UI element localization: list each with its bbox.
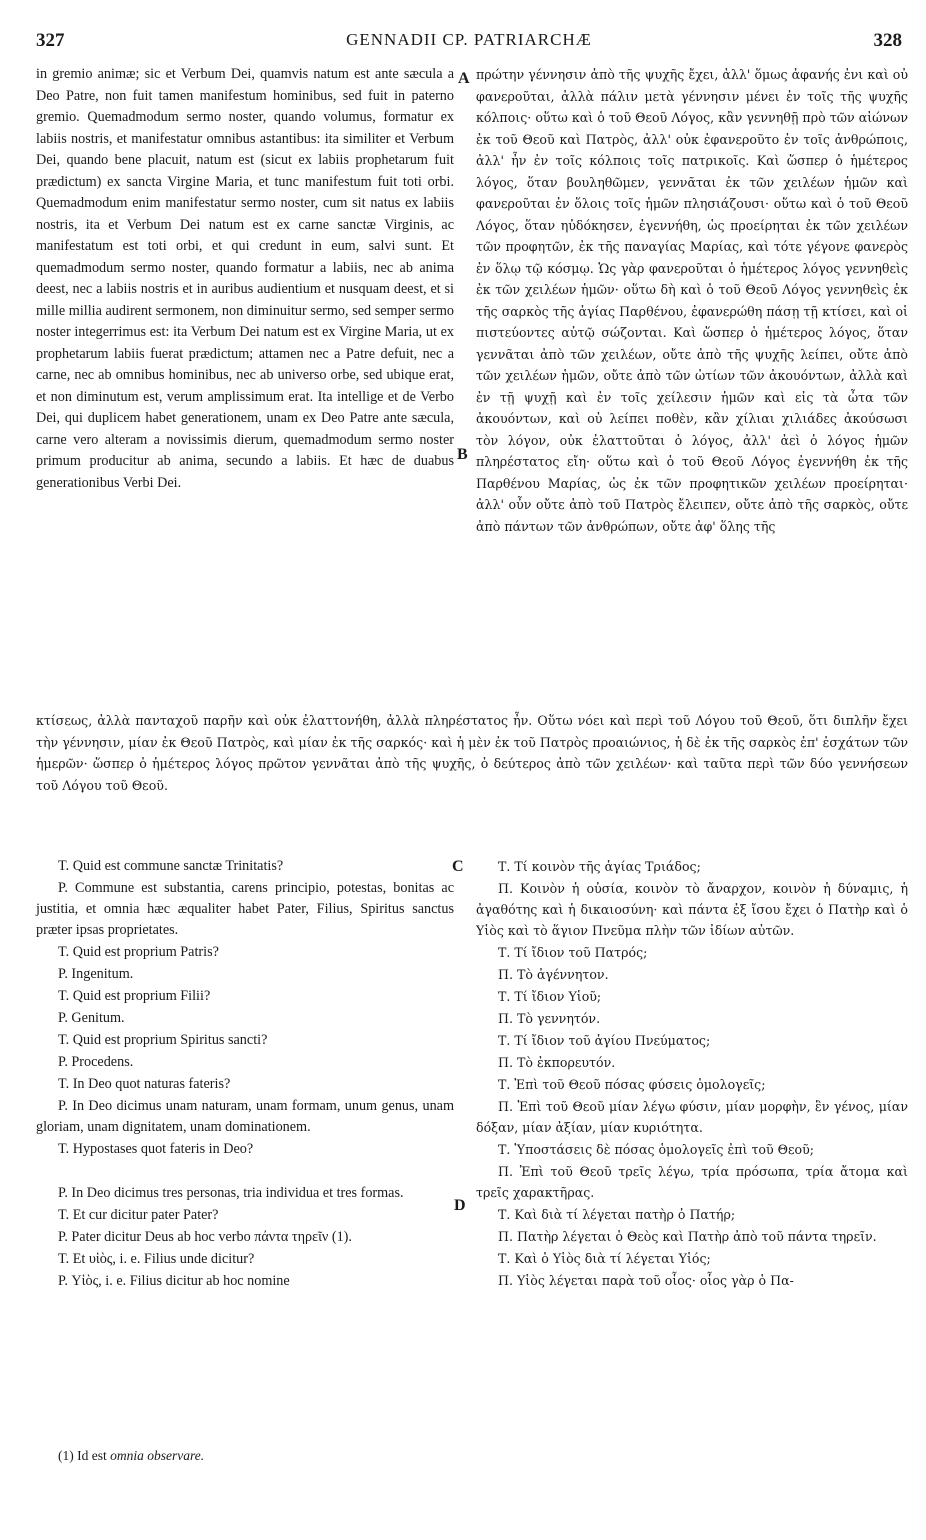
dialog-line: Τ. Καὶ ὁ Υἱὸς διὰ τί λέγεται Υἱός; [498, 1251, 711, 1266]
section-marker-b: B [457, 446, 468, 463]
running-title: GENNADII CP. PATRIARCHÆ [346, 30, 592, 49]
dialog-line: Π. Κοινὸν ἡ οὐσία, κοινὸν τὸ ἄναρχον, κοινὸν ἡ δύναμις, ἡ ἀγαθότης καὶ ἡ δικαιοσύνη· καὶ πάντα ἐξ ἴσου ἔχει ὁ Πατὴρ καὶ ὁ Υἱὸς καὶ τὸ ἅγιον Πνεῦμα πλὴν τῶν ἰδίων αὐτῶν. [476, 881, 908, 938]
dialog-line: T. Et cur dicitur pater Pater? [58, 1207, 219, 1223]
dialog-line: T. Quid est commune sanctæ Trinitatis? [58, 858, 284, 874]
dialog-line: P. Commune est substantia, carens principio, potestas, bonitas ac justitia, et omnia hæc æqualiter habet Pater, Filius, Spiritus sanctus præter ipsas proprietates. [36, 880, 454, 938]
latin-column-top [36, 64, 454, 494]
greek-paragraph: πρώτην γέννησιν ἀπὸ τῆς ψυχῆς ἔχει, ἀλλ' ὅμως ἀφανής ἐνι καὶ οὐ φανεροῦται, ἀλλὰ πάλιν μετὰ γέννησιν μένει ἐν τοῖς τῆς ψυχῆς κόλποις· οὕτω καὶ ὁ τοῦ Θεοῦ Λόγος, κἂν γεννηθῇ πρὸ τῶν αἰώνων ἐκ τοῦ Θεοῦ καὶ Πατρὸς, ἀλλ' οὐκ ἐφανεροῦτο ἐν τοῖς ἀνθρώποις, ἀλλ' ἦν ἐν τοῖς κόλποις τοῖς πατρικοῖς. Καὶ ὥσπερ ὁ ἡμέτερος λόγος, ὅταν βουληθῶμεν, γεννᾶται ἐκ τῶν χειλέων ἡμῶν καὶ φανεροῦται ἐν ὅλοις τοῖς ἡμῶν πλησιάζουσι· οὕτω καὶ ὁ τοῦ Θεοῦ Λόγος, ὅταν ηὐδόκησεν, ἐγεννήθη, ὡς προείρηται ἐκ τῶν χειλέων τῶν προφητῶν, ἐκ τῆς παναγίας Μαρίας, καὶ τότε γέγονε φανερὸς ἐν ὅλῳ τῷ κόσμῳ. Ὡς γὰρ φανεροῦται ὁ ἡμέτερος λόγος γεννηθεὶς ἐκ τῶν χειλέων ἡμῶν· οὕτω δὴ καὶ ὁ τοῦ Θεοῦ Λόγος γεννηθεὶς ἐκ τῆς σαρκὸς τῆς ἁγίας Παρθένου, ἐφανερώθη πάσῃ τῇ κτίσει, καὶ οἱ πιστεύοντες αὐτῷ σώζονται. Καὶ ὥσπερ ὁ ἡμέτερος λόγος, ὅταν γεννᾶται ἀπὸ τῶν χειλέων, οὔτε ἀπὸ τῆς ψυχῆς λείπει, οὔτε ἀπὸ τῶν χειλέων ἡμῶν, οὔτε ἀπὸ τῶν ὠτίων τῶν ἀκουόντων, ἀλλὰ καὶ ἐν τῇ ψυχῇ καὶ ἐν τοῖς χείλεσιν ἡμῶν καὶ εἰς τὰ ὦτα τῶν ἀκουόντων, καὶ οὐ λείπει ποθὲν, κἂν χίλιαι χιλιάδες ἀκούσωσι τὸν λόγον, οὐκ ἐλαττοῦται ὁ λόγος, ἀλλ' ἀεὶ ὁ λόγος ἡμῶν πληρέστατος εἴη· οὕτω καὶ ὁ τοῦ Θεοῦ Λόγος ἐγεννήθη ἐκ τῆς Παρθένου Μαρίας, ὡς ἐκ τῶν προφητικῶν χειλέων προείρηται· ἀλλ' οὖν οὔτε ἀπὸ τοῦ Πατρὸς ἔλειπεν, οὔτε ἀπὸ τῆς σαρκὸς, οὔτε ἀπὸ πάντων τῶν ἀνθρώπων, οὔτε ἀφ' ὅλης τῆς [476, 67, 908, 534]
dialog-line: Π. Τὸ γεννητόν. [498, 1011, 601, 1026]
dialog-line: T. Quid est proprium Filii? [58, 988, 211, 1004]
dialog-line: T. Quid est proprium Patris? [58, 944, 219, 960]
footnote [58, 1448, 204, 1464]
dialog-line: Τ. Τί κοινὸν τῆς ἁγίας Τριάδος; [498, 859, 701, 874]
dialog-line: P. Υἱὸς, i. e. Filius dicitur ab hoc nomine [58, 1273, 290, 1289]
section-marker-d: D [454, 1197, 466, 1214]
section-marker-c: C [452, 858, 464, 875]
dialog-line: P. In Deo dicimus unam naturam, unam formam, unum genus, unam gloriam, unam dignitatem, unam dominationem. [36, 1098, 454, 1135]
dialog-line: T. Hypostases quot fateris in Deo? [58, 1141, 254, 1157]
dialog-line: Τ. Τί ἴδιον Υἱοῦ; [498, 989, 602, 1004]
dialog-line: T. Quid est proprium Spiritus sancti? [58, 1032, 268, 1048]
dialog-line: Π. Ἐπὶ τοῦ Θεοῦ τρεῖς λέγω, τρία πρόσωπα, τρία ἄτομα καὶ τρεῖς χαρακτῆρας. [476, 1164, 908, 1200]
dialog-line: Τ. Τί ἴδιον τοῦ ἁγίου Πνεύματος; [498, 1033, 711, 1048]
page-number-left: 327 [36, 30, 65, 51]
page-number-right: 328 [873, 30, 902, 51]
dialog-line: Τ. Ὑποστάσεις δὲ πόσας ὁμολογεῖς ἐπὶ τοῦ Θεοῦ; [498, 1142, 814, 1157]
page-header [36, 30, 902, 58]
footnote-text: omnia observare. [110, 1448, 205, 1463]
dialog-line: Π. Τὸ ἀγέννητον. [498, 967, 609, 982]
dialog-line: Τ. Τί ἴδιον τοῦ Πατρός; [498, 945, 648, 960]
dialog-line: Π. Ἐπὶ τοῦ Θεοῦ μίαν λέγω φύσιν, μίαν μορφὴν, ἓν γένος, μίαν δόξαν, μίαν ἀξίαν, μίαν κυριότητα. [476, 1099, 908, 1135]
dialog-line: Π. Πατὴρ λέγεται ὁ Θεὸς καὶ Πατὴρ ἀπὸ τοῦ πάντα τηρεῖν. [498, 1229, 877, 1244]
greek-dialog [476, 856, 908, 1292]
dialog-line: P. Procedens. [58, 1054, 134, 1070]
dialog-line: Τ. Ἐπὶ τοῦ Θεοῦ πόσας φύσεις ὁμολογεῖς; [498, 1077, 766, 1092]
latin-dialog [36, 856, 454, 1293]
dialog-line: P. Pater dicitur Deus ab hoc verbo πάντα τηρεῖν (1). [58, 1229, 352, 1245]
section-marker-a: A [458, 70, 470, 87]
dialog-line: Τ. Καὶ διὰ τί λέγεται πατὴρ ὁ Πατήρ; [498, 1207, 736, 1222]
dialog-line: P. Ingenitum. [58, 966, 134, 982]
dialog-line: T. Et υἱὸς, i. e. Filius unde dicitur? [58, 1251, 255, 1267]
dialog-line: P. In Deo dicimus tres personas, tria individua et tres formas. [58, 1185, 404, 1201]
footnote-mark: (1) Id est [58, 1448, 107, 1463]
greek-fullwidth-paragraph: κτίσεως, ἀλλὰ πανταχοῦ παρῆν καὶ οὐκ ἐλαττονήθη, ἀλλὰ πληρέστατος ἦν. Οὕτω νόει καὶ περὶ τοῦ Λόγου τοῦ Θεοῦ, ὅτι διπλῆν ἔχει τὴν γέννησιν, μίαν ἐκ Θεοῦ Πατρὸς, καὶ μίαν ἐκ τῆς σαρκός· καὶ ἡ μὲν ἐκ τοῦ Πατρὸς προαιώνιος, ἡ δὲ ἐκ τῆς σαρκὸς ἐπ' ἐσχάτων τῶν ἡμερῶν· ὥσπερ ὁ ἡμέτερος λόγος πρῶτον γεννᾶται ἀπὸ τῆς ψυχῆς, ὁ δεύτερος ἀπὸ τῶν χειλέων· καὶ ταῦτα περὶ τῶν δύο γεννήσεων τοῦ Λόγου τοῦ Θεοῦ. [36, 713, 908, 793]
dialog-line: Π. Υἱὸς λέγεται παρὰ τοῦ οἷος· οἷος γὰρ ὁ Πα- [498, 1273, 794, 1288]
dialog-line: P. Genitum. [58, 1010, 125, 1026]
greek-column-top [476, 64, 908, 537]
dialog-line: T. In Deo quot naturas fateris? [58, 1076, 231, 1092]
dialog-line: Π. Τὸ ἐκπορευτόν. [498, 1055, 616, 1070]
latin-paragraph: in gremio animæ; sic et Verbum Dei, quamvis natum est ante sæcula a Deo Patre, non fuit tamen manifestum hominibus, sed fuit in paterno gremio. Quemadmodum sermo noster, quando volumus, formatur ex labiis nostris, et manifestatur omnibus astantibus: ita similiter et Verbum Dei, quando bene placuit, natum est (sicut ex labiis prophetarum fuit prædictum) ex sancta Virgine Maria, et tunc manifestum fuit toti orbi. Quemadmodum enim manifestatur sermo noster, cum sit natus ex labiis nostris, ita et Verbum Dei natum est ex carne sanctæ Virginis, ac manifestatum est toti orbi, et qui credunt in eum, salvi sunt. Et quemadmodum sermo noster, quando formatur a labiis, nec ab anima deest, nec a labiis nostris et in auribus audientium et nusquam deest, et si mille millia audirent sermonem, non diminuitur sermo, sed semper sermo noster integerrimus est: ita Verbum Dei natum est ex Virgine Maria, ut ex prophetarum labiis fuerat prædictum; attamen nec a Patre defuit, nec a carne, nec ab omnibus hominibus, nec ab universo orbe, sed ubique erat, et non diminutum est, verum amplissimum erat. Ita intellige et de Verbo Dei, qui duplicem habet generationem, unam ex Deo Patre ante sæcula, carne vero alteram a novissimis dierum, quemadmodum sermo noster primum producitur ab anima, secundo a labiis. Et hæc de duabus generationibus Verbi Dei. [36, 66, 454, 491]
